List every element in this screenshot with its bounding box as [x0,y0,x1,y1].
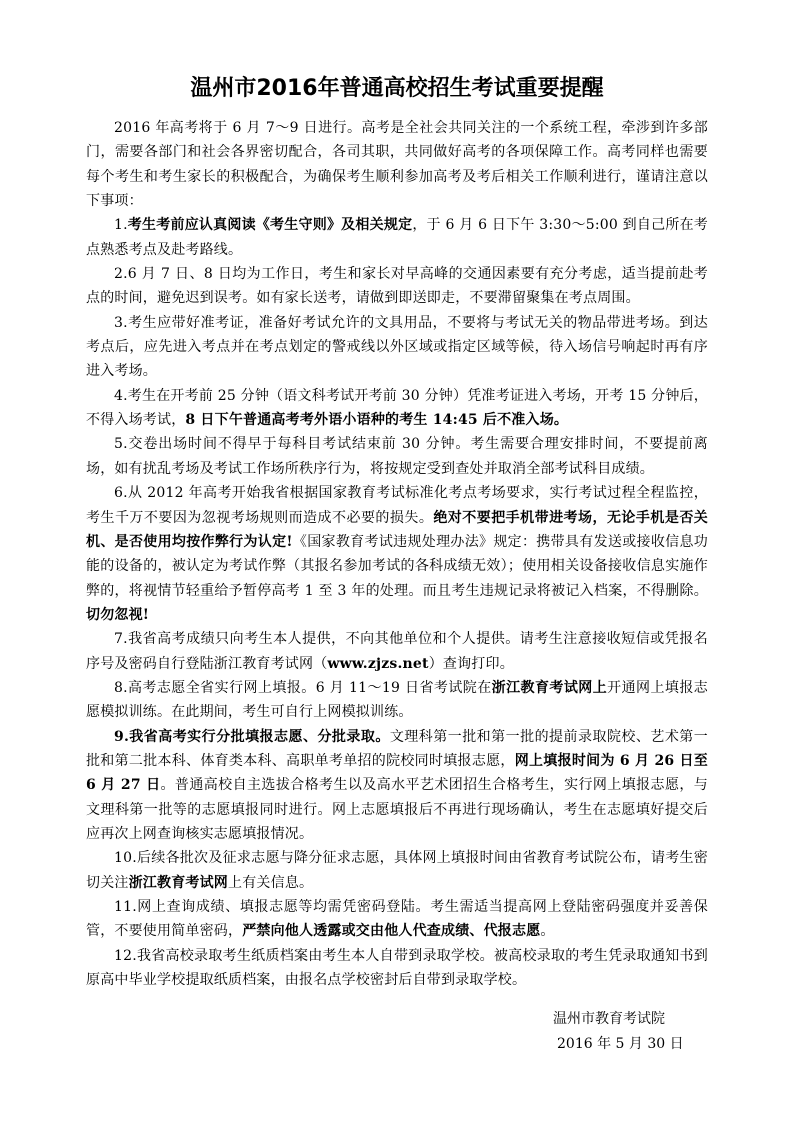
paragraph-0 [86,116,708,213]
body-text: 文理科第一批和第一批的提前录取院校、艺术第一批和第二批本科、体育类本科、高职单考单招的院校同时填报志愿， [86,728,708,769]
body-text: 12.我省高校录取考生纸质档案由考生本人自带到录取学校。被高校录取的考生凭录取通知书到原高中毕业学校提取纸质档案，由报名点学校密封后自带到录取学校。 [86,947,708,989]
body-text: 上有关信息。 [228,874,314,891]
emphasis-text: 8 日下午普通高考考外语小语种的考生 14:45 后不准入场。 [185,412,569,429]
body-text: ）查询打印。 [428,655,514,672]
body-text: 3.考生应带好准考证，准备好考试允许的文具用品，不要将与考试无关的物品带进考场。到达考点后，应先进入考点并在考点划定的警戒线以外区域或指定区域等候，待入场信号响起时再有序进入考场。 [86,314,708,380]
paragraph-4 [86,384,708,433]
document-body [86,116,708,992]
body-text: 开通网上填报志愿模拟训练。在此期间，考生可自行上网模拟训练。 [86,679,708,721]
body-text: 1. [114,217,128,234]
body-text: 。 [540,923,555,940]
paragraph-3 [86,311,708,384]
emphasis-text: 严禁向他人透露或交由他人代查成绩、代报志愿 [242,923,541,940]
body-text: 8.高考志愿全省实行网上填报。6 月 11～19 日省考试院在 [114,679,492,696]
body-text: 10.后续各批次及征求志愿与降分征求志愿，具体网上填报时间由省教育考试院公布，请考生密切关注 [86,850,708,891]
body-text: 5.交卷出场时间不得早于每科目考试结束前 30 分钟。考生需要合理安排时间，不要提前离场，如有扰乱考场及考试工作场所秩序行为，将按规定受到查处并取消全部考试科目成绩。 [86,436,708,477]
body-text: 7.我省高考成绩只向考生本人提供，不向其他单位和个人提供。请考生注意接收短信或凭报名序号及密码自行登陆浙江教育考试网（ [86,631,708,672]
emphasis-text: 网上填报时间为 6 月 26 日至 6 月 27 日 [86,752,708,794]
emphasis-text: 浙江教育考试网上 [491,679,608,696]
paragraph-10 [86,846,708,895]
paragraph-9 [86,725,708,847]
paragraph-6 [86,481,708,627]
emphasis-text: www.zjzs.net [327,655,429,672]
document-title: 温州市2016年普通高校招生考试重要提醒 [190,76,604,101]
paragraph-12 [86,944,708,993]
body-text: 6.从 2012 年高考开始我省根据国家教育考试标准化考点考场要求，实行考试过程全程监控，考生千万不要因为忽视考场规则而造成不必要的损失。 [86,485,708,526]
emphasis-text: 浙江教育考试网 [128,874,229,891]
body-text: 《国家教育考试违规处理办法》规定：携带具有发送或接收信息功能的设备的，被认定为考试作弊（其报名参加考试的各科成绩无效）；使用相关设备接收信息实施作弊的，将视情节轻重给予暂停高考 1 至 3 年的处理。而且考生违规记录将被记入档案，不得删除。 [86,533,708,599]
signature-date: 2016 年 5 月 30 日 [557,1036,684,1052]
body-text: 2.6 月 7 日、8 日均为工作日，考生和家长对早高峰的交通因素要有充分考虑，适当提前赴考点的时间，避免迟到误考。如有家长送考，请做到即送即走，不要滞留聚集在考点周围。 [86,266,708,307]
paragraph-1 [86,213,708,262]
body-text: ，于 6 月 6 日下午 3:30～5:00 到自己所在考点熟悉考点及赴考路线。 [86,217,708,258]
paragraph-5 [86,432,708,481]
emphasis-text: 切勿忽视! [86,606,150,623]
paragraph-8 [86,676,708,725]
emphasis-text: 考生考前应认真阅读《考生守则》及相关规定 [127,217,413,234]
emphasis-text: 绝对不要把手机带进考场，无论手机是否关机、是否使用均按作弊行为认定! [86,509,708,550]
body-text: 2016 年高考将于 6 月 7～9 日进行。高考是全社会共同关注的一个系统工程，牵涉到许多部门，需要各部门和社会各界密切配合，各司其职，共同做好高考的各项保障工作。高考同样也需要每个考生和考生家长的积极配合，为确保考生顺利参加高考及考后相关工作顺利进行，谨请注意以下事项： [86,120,708,210]
document-page [86,74,708,992]
body-text: 4.考生在开考前 25 分钟（语文科考试开考前 30 分钟）凭准考证进入考场，开考 15 分钟后，不得入场考试， [86,387,708,429]
signature-organization: 温州市教育考试院 [553,1011,665,1027]
paragraph-2 [86,262,708,311]
paragraph-7 [86,627,708,676]
body-text: 。普通高校自主选拔合格考生以及高水平艺术团招生合格考生，实行网上填报志愿，与文理科第一批等的志愿填报同时进行。网上志愿填报后不再进行现场确认，考生在志愿填好提交后应再次上网查询核实志愿填报情况。 [86,777,708,842]
body-text: 11.网上查询成绩、填报志愿等均需凭密码登陆。考生需适当提高网上登陆密码强度并妥善保管，不要使用简单密码， [86,899,708,940]
emphasis-text: 9.我省高考实行分批填报志愿、分批录取。 [114,728,390,745]
paragraph-11 [86,895,708,944]
